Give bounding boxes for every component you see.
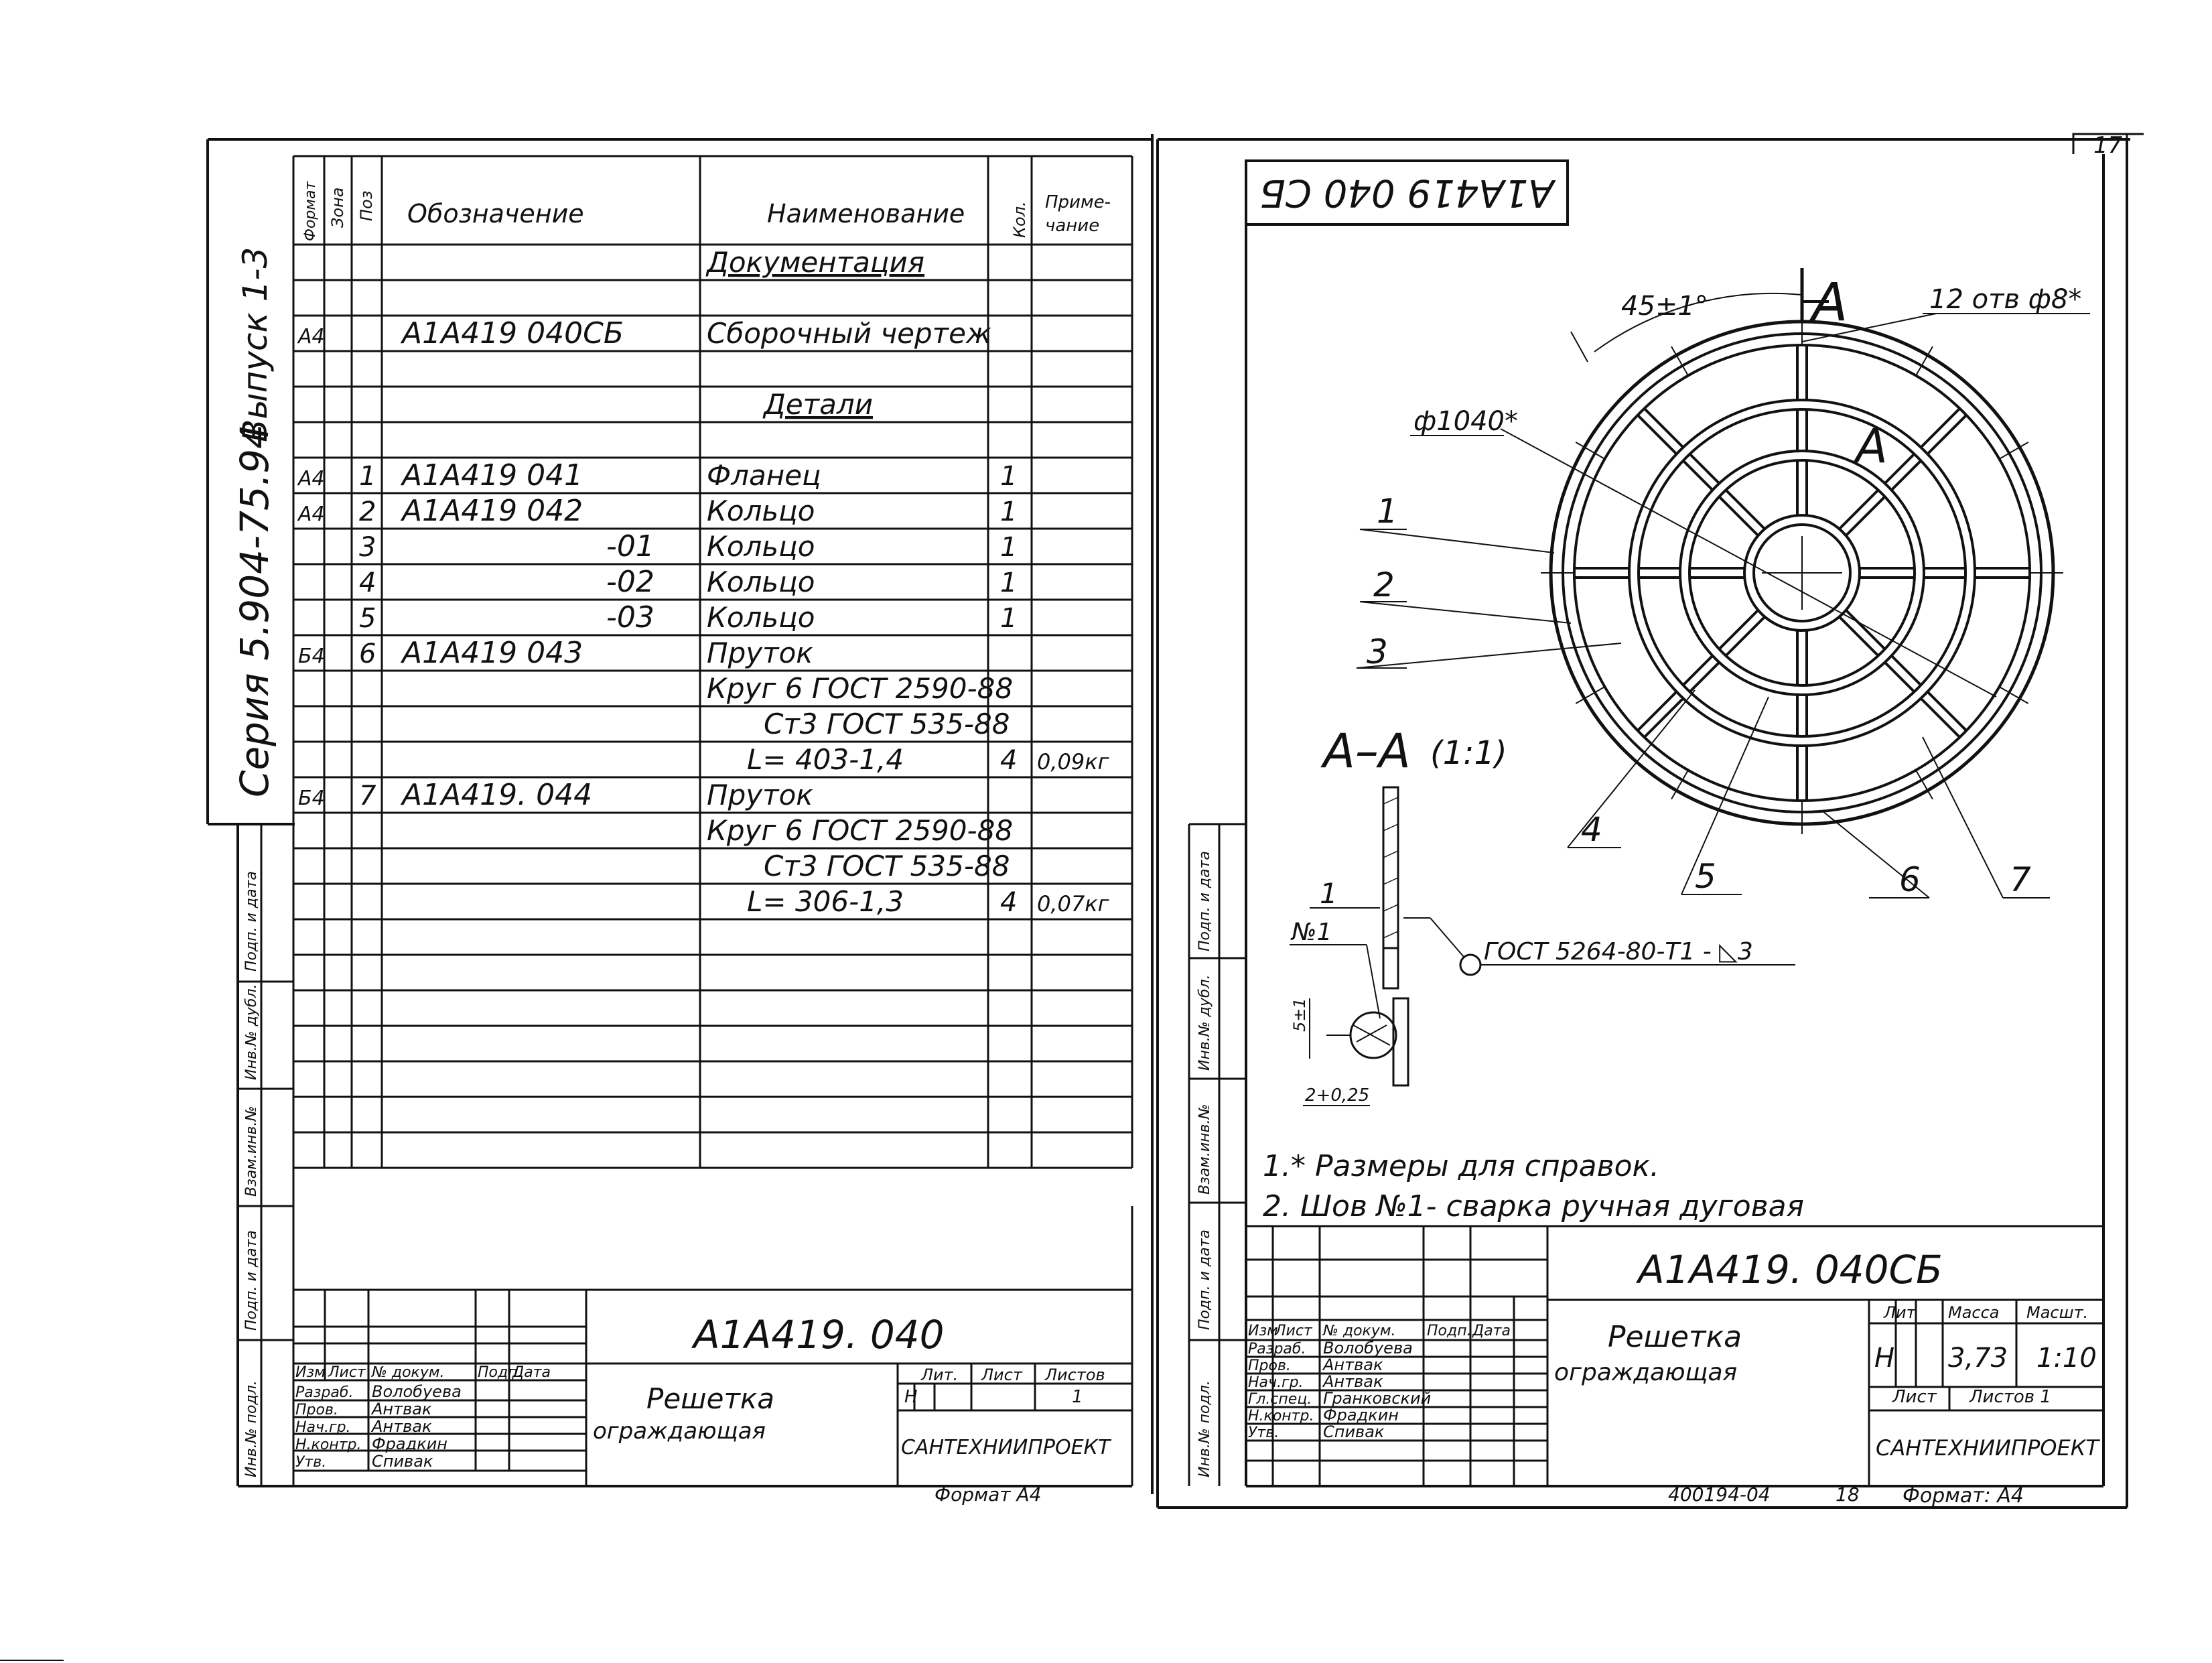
callout-3: 3 [1367, 633, 1388, 671]
right-tb-header-cell: Дата [1472, 1323, 1511, 1339]
callout-4: 4 [1581, 810, 1602, 849]
spec-name: Фланец [707, 459, 821, 492]
left-tb-role: Утв. [295, 1454, 327, 1471]
left-tb-code: А1А419. 040 [693, 1312, 945, 1357]
section-mark-a: А [1812, 273, 1848, 333]
spec-name: Пруток [707, 779, 813, 811]
left-sheet [208, 134, 1152, 1506]
left-tb-sheets: 1 [1072, 1387, 1083, 1407]
spec-pos: 7 [359, 781, 376, 811]
spec-format: Б4 [298, 787, 325, 810]
right-tb-mass-label: Масса [1948, 1303, 2000, 1322]
left-tb-person: Фрадкин [372, 1435, 447, 1453]
right-tb-role: Нач.гр. [1248, 1374, 1304, 1391]
header-zone: Зона [328, 187, 347, 228]
spec-qty: 1 [1000, 496, 1018, 527]
left-tb-header-cell: № докум. [372, 1364, 445, 1381]
note-2: 2. Шов №1- сварка ручная дуговая [1263, 1189, 1805, 1223]
spec-name: L= 403-1,4 [747, 743, 904, 776]
angle-label: 45±1° [1621, 291, 1708, 322]
spec-name: Круг 6 ГОСТ 2590-88 [707, 814, 1014, 847]
spec-name: Круг 6 ГОСТ 2590-88 [707, 672, 1014, 705]
right-sheet [1158, 139, 2130, 1508]
left-tb-role: Нач.гр. [295, 1419, 351, 1436]
spec-designation: -02 [606, 565, 654, 599]
spec-table [293, 156, 1132, 1168]
spec-pos: 5 [359, 603, 376, 634]
spec-designation: А1А419 040СБ [402, 316, 624, 350]
side-issue: Выпуск 1-3 [236, 247, 275, 442]
spec-name: Кольцо [707, 601, 815, 634]
left-title-block [293, 1290, 1132, 1506]
notes [1263, 1149, 1804, 1223]
spec-name: L= 306-1,3 [747, 885, 904, 918]
left-tb-header-cell: Изм [295, 1364, 326, 1381]
spec-qty: 4 [1000, 745, 1018, 776]
r-side-stamp-2: Инв.№ дубл. [1196, 974, 1213, 1071]
spec-designation: А1А419 043 [402, 636, 583, 670]
right-tb-title-2: ограждающая [1554, 1359, 1738, 1386]
left-tb-header-cell: Дата [512, 1364, 551, 1381]
spec-pos: 3 [359, 532, 376, 563]
left-tb-person: Спивак [372, 1452, 433, 1471]
section-aa [1290, 724, 1795, 1106]
dim-horizontal: 2+0,25 [1305, 1085, 1370, 1106]
callout-2: 2 [1373, 566, 1395, 604]
spec-section-header: Документация [707, 246, 925, 279]
spec-name: Пруток [707, 637, 813, 669]
spec-pos: 2 [359, 496, 376, 527]
right-tb-person: Фрадкин [1323, 1406, 1399, 1424]
spec-name: Кольцо [707, 494, 815, 527]
left-tb-lit-label: Лит. [921, 1366, 959, 1384]
right-tb-role: Пров. [1248, 1357, 1291, 1374]
page-number-box [2073, 132, 2144, 159]
right-tb-header-cell: Изм [1248, 1323, 1278, 1339]
weld-label: ГОСТ 5264-80-Т1 - ◺3 [1484, 938, 1753, 966]
right-tb-person: Антвак [1323, 1355, 1383, 1374]
dim-vertical: 5±1 [1290, 998, 1309, 1032]
side-stamp-5: Инв.№ подл. [243, 1380, 260, 1477]
side-stamp-3: Взам.инв.№ [243, 1106, 260, 1197]
r-side-stamp-4: Подп. и дата [1196, 1229, 1213, 1330]
section-title: А–А [1323, 724, 1411, 779]
stamp-code-box [1246, 161, 1568, 224]
page-number: 17 [2093, 132, 2123, 159]
header-note-2: чание [1045, 216, 1100, 236]
left-tb-format: Формат А4 [935, 1483, 1042, 1506]
spec-name: Ст3 ГОСТ 535-88 [764, 708, 1010, 740]
spec-format: А4 [298, 325, 325, 348]
spec-designation: А1А419 042 [402, 494, 583, 528]
spec-name: Кольцо [707, 530, 815, 563]
callout-1: 1 [1377, 492, 1398, 531]
header-note: Приме- [1045, 192, 1111, 212]
left-tb-lit: Н [904, 1387, 918, 1407]
right-tb-role: Гл.спец. [1248, 1391, 1312, 1408]
left-tb-role: Разраб. [295, 1384, 354, 1401]
section-part-1: 1 [1320, 877, 1338, 910]
right-tb-person: Спивак [1323, 1422, 1385, 1441]
r-side-stamp-5: Инв.№ подл. [1196, 1380, 1213, 1477]
side-stamp-1: Подп. и дата [243, 871, 260, 972]
weld-no: №1 [1292, 919, 1332, 946]
right-tb-role: Разраб. [1248, 1341, 1306, 1357]
left-tb-role: Пров. [295, 1402, 338, 1418]
left-tb-person: Волобуева [372, 1382, 462, 1401]
left-tb-org: САНТЕХНИИПРОЕКТ [901, 1436, 1111, 1459]
left-tb-role: Н.контр. [295, 1437, 362, 1453]
header-pos: Поз [357, 190, 376, 221]
right-tb-mass: 3,73 [1948, 1343, 2008, 1374]
side-series: Серия 5.904-75.94 [232, 423, 277, 797]
spec-qty: 1 [1000, 461, 1018, 492]
callout-5: 5 [1695, 857, 1716, 896]
right-tb-role: Н.контр. [1248, 1408, 1314, 1424]
spec-designation: -03 [606, 600, 654, 635]
spec-format: А4 [298, 467, 325, 490]
footer-num: 18 [1836, 1483, 1860, 1506]
spec-note: 0,07кг [1037, 891, 1109, 917]
left-tb-sheets-label: Листов [1045, 1366, 1105, 1384]
left-tb-header-cell: Подп. [478, 1364, 523, 1381]
spec-pos: 4 [359, 568, 376, 598]
spec-note: 0,09кг [1037, 749, 1109, 775]
spec-designation: -01 [606, 529, 654, 563]
side-stamp-2: Инв.№ дубл. [243, 984, 260, 1080]
right-tb-org: САНТЕХНИИПРОЕКТ [1876, 1435, 2099, 1461]
header-name: Наименование [767, 199, 965, 228]
spec-qty: 1 [1000, 603, 1018, 634]
right-tb-lit: Н [1874, 1343, 1895, 1374]
right-tb-code: А1А419. 040СБ [1638, 1247, 1943, 1292]
right-tb-header-cell: № докум. [1323, 1323, 1396, 1339]
spec-qty: 1 [1000, 532, 1018, 563]
spec-format: Б4 [298, 645, 325, 668]
right-tb-scale-label: Масшт. [2026, 1303, 2089, 1322]
header-qty: Кол. [1010, 201, 1029, 238]
spec-designation: А1А419. 044 [402, 778, 593, 812]
header-format: Формат [302, 181, 319, 241]
holes-label: 12 отв ф8* [1929, 284, 2082, 315]
right-tb-scale: 1:10 [2036, 1343, 2097, 1374]
right-tb-lit-label: Лит [1884, 1303, 1916, 1322]
spec-pos: 6 [359, 639, 376, 669]
note-1: 1.* Размеры для справок. [1263, 1149, 1660, 1183]
right-tb-title-1: Решетка [1608, 1320, 1742, 1354]
right-tb-person: Гранковский [1323, 1389, 1432, 1408]
right-tb-person: Волобуева [1323, 1339, 1413, 1357]
spec-designation: А1А419 041 [402, 458, 583, 492]
section-mark-a-2: А [1856, 419, 1888, 474]
left-tb-person: Антвак [372, 1417, 432, 1436]
left-tb-sheet-label: Лист [981, 1366, 1022, 1384]
spec-name: Сборочный чертеж [707, 317, 991, 350]
spec-qty: 1 [1000, 568, 1018, 598]
right-tb-sheets-label: Листов 1 [1969, 1387, 2051, 1407]
spec-format: А4 [298, 503, 325, 526]
right-tb-role: Утв. [1248, 1424, 1280, 1441]
r-side-stamp-3: Взам.инв.№ [1196, 1104, 1213, 1195]
right-format: Формат: А4 [1903, 1484, 2024, 1508]
callout-6: 6 [1899, 860, 1921, 899]
left-tb-person: Антвак [372, 1400, 432, 1418]
left-tb-title-2: ограждающая [593, 1418, 766, 1445]
left-tb-title-1: Решетка [646, 1382, 775, 1415]
r-side-stamp-1: Подп. и дата [1196, 851, 1213, 951]
right-tb-person: Антвак [1323, 1372, 1383, 1391]
right-tb-header-cell: Лист [1275, 1323, 1312, 1339]
side-stamp-4: Подп. и дата [243, 1230, 260, 1331]
spec-pos: 1 [359, 461, 376, 492]
spec-name: Ст3 ГОСТ 535-88 [764, 850, 1010, 882]
stamp-code: А1А419 040 СБ [1259, 171, 1554, 214]
grille-plan-view [1357, 268, 2090, 899]
spec-qty: 4 [1000, 887, 1018, 918]
callout-7: 7 [2010, 860, 2031, 899]
footer-code: 400194-04 [1668, 1483, 1771, 1506]
right-tb-header-cell: Подп. [1427, 1323, 1472, 1339]
right-title-block [1246, 1226, 2103, 1486]
left-tb-header-cell: Лист [328, 1364, 366, 1381]
diameter-label: ф1040* [1413, 406, 1518, 437]
header-designation: Обозначение [407, 199, 584, 228]
section-scale: (1:1) [1430, 734, 1507, 772]
right-tb-sheet-label: Лист [1892, 1387, 1937, 1407]
spec-name: Кольцо [707, 566, 815, 598]
spec-section-header: Детали [764, 388, 873, 421]
